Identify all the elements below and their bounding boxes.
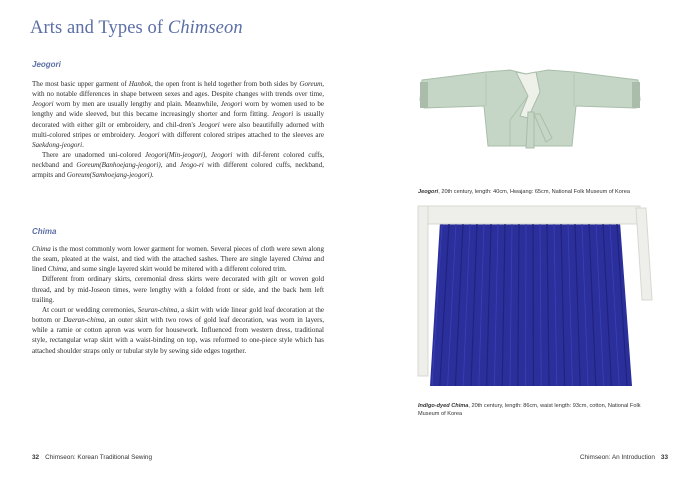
text-run: were also beautifully adorned with multi-colored stripes or embroidery. (32, 120, 324, 139)
text-run: Different from ordinary skirts, ceremonial dress skirts were decorated with gilt or woven gold thread, and by mid-Joseon times, were lengthy with a folded front or side, and the back hem left trailing. (32, 275, 324, 304)
caption-chima (418, 402, 658, 418)
section-heading-jeogori: Jeogori (32, 60, 61, 69)
text-run: , an outer skirt with two rows of gold leaf decoration, was worn in layers, while a ramie or cotton apron was worn for housework. Influenced from western dress, traditional style, rectangular wrap skirt with a waist-binding on top, was reformed to one-piece style which has attached shoulder straps only or tubular style by sewing side edges together. (32, 316, 324, 355)
italic-term: Goreum(Banhoejang-jeogori) (76, 161, 161, 170)
running-title-right: Chimseon: An Introduction (579, 454, 655, 461)
running-title-left: Chimseon: Korean Traditional Sewing (45, 454, 153, 461)
paragraph (32, 79, 324, 150)
section-body-jeogori (32, 79, 324, 181)
italic-term: Jeogori(Min-jeogori) (144, 151, 206, 160)
italic-term: Jeogori (220, 100, 243, 109)
paragraph (32, 244, 324, 274)
italic-term: Hanbok (128, 80, 152, 88)
italic-term: Goreum (299, 80, 323, 88)
text-run: , with no notable differences in shape between sexes and ages. Despite changes with trends over time, (32, 80, 324, 99)
text-run: There are unadorned uni-colored (42, 151, 145, 160)
italic-term: Seuran-chima (137, 305, 178, 314)
text-run: , and (160, 161, 180, 170)
text-run: with different colored cuffs, neckband, armpits and (32, 161, 324, 180)
italic-term: Chima (32, 245, 51, 253)
text-run: , a skirt with wide linear gold leaf decoration at the bottom or (32, 305, 325, 325)
paragraph (32, 150, 324, 180)
text-run: worn by women used to be lengthy and wide sleeved, but this became increasingly shorter and form fitting. (32, 100, 324, 119)
page-number-right: 33 (660, 454, 668, 461)
paragraph (32, 305, 324, 356)
text-run: At court or wedding ceremonies, (42, 305, 138, 314)
chima-figure (350, 200, 700, 400)
text-run: The most basic upper garment of (32, 80, 129, 88)
caption-jeogori-title: Jeogori (418, 189, 439, 195)
caption-chima-text: , 20th century, length: 86cm, waist length: 93cm, cotton, National Folk Museum of Korea (418, 403, 641, 417)
italic-term: Jeogori (198, 120, 220, 129)
italic-term: Daeran-chima (63, 316, 105, 325)
page-number-left: 32 (32, 454, 40, 461)
italic-term: Chima (292, 255, 312, 264)
text-run: , and some single layered skirt would be mitered with a different colored trim. (66, 265, 287, 274)
text-run: worn by men are usually lengthy and plain. Meanwhile, (53, 100, 221, 109)
text-run: with different colored stripes attached to the sleeves are (159, 130, 324, 139)
chima-garment (418, 206, 652, 386)
paragraph (32, 274, 324, 304)
title-prefix: Arts and Types of (30, 18, 168, 38)
italic-term: Jeogo-ri (179, 161, 204, 170)
italic-term: Jeogori (271, 110, 294, 119)
italic-term: Jeogori (210, 151, 233, 160)
text-run: is the most commonly worn lower garment for women. Several pieces of cloth were sewn along the seam, pleated at the waist, and tied with the attached sashes. There are single layered (32, 245, 324, 264)
section-body-chima (32, 244, 324, 356)
jeogori-garment (420, 70, 640, 148)
caption-jeogori-text: , 20th century, length: 40cm, Hwajang: 65cm, National Folk Museum of Korea (438, 189, 630, 195)
text-run: , (205, 151, 211, 160)
italic-term: Jeogori (138, 130, 160, 139)
right-page (350, 0, 700, 483)
caption-chima-title: Indigo-dyed Chima (418, 403, 469, 409)
italic-term: Jeogori (32, 100, 54, 109)
italic-term: Saekdong-jeogori (32, 140, 83, 149)
jeogori-figure (350, 60, 700, 180)
italic-term: Chima (47, 265, 67, 274)
text-run: , the open front is held together from both sides by (151, 80, 300, 88)
title-emphasis: Chimseon (167, 18, 243, 38)
text-run: . (151, 171, 154, 180)
text-run: with dif-ferent colored cuffs, neckband and (32, 151, 324, 170)
section-heading-chima: Chima (32, 227, 57, 236)
left-folio (32, 454, 152, 461)
text-run: is usually decorated with either gilt or embroidery, and chil-dren's (32, 110, 324, 129)
italic-term: Goreum(Samhoejang-jeogori) (66, 171, 152, 180)
right-folio (580, 454, 668, 461)
caption-jeogori (418, 188, 658, 196)
page-title (30, 18, 243, 39)
text-run: . (82, 140, 84, 149)
text-run: and lined (32, 255, 325, 274)
